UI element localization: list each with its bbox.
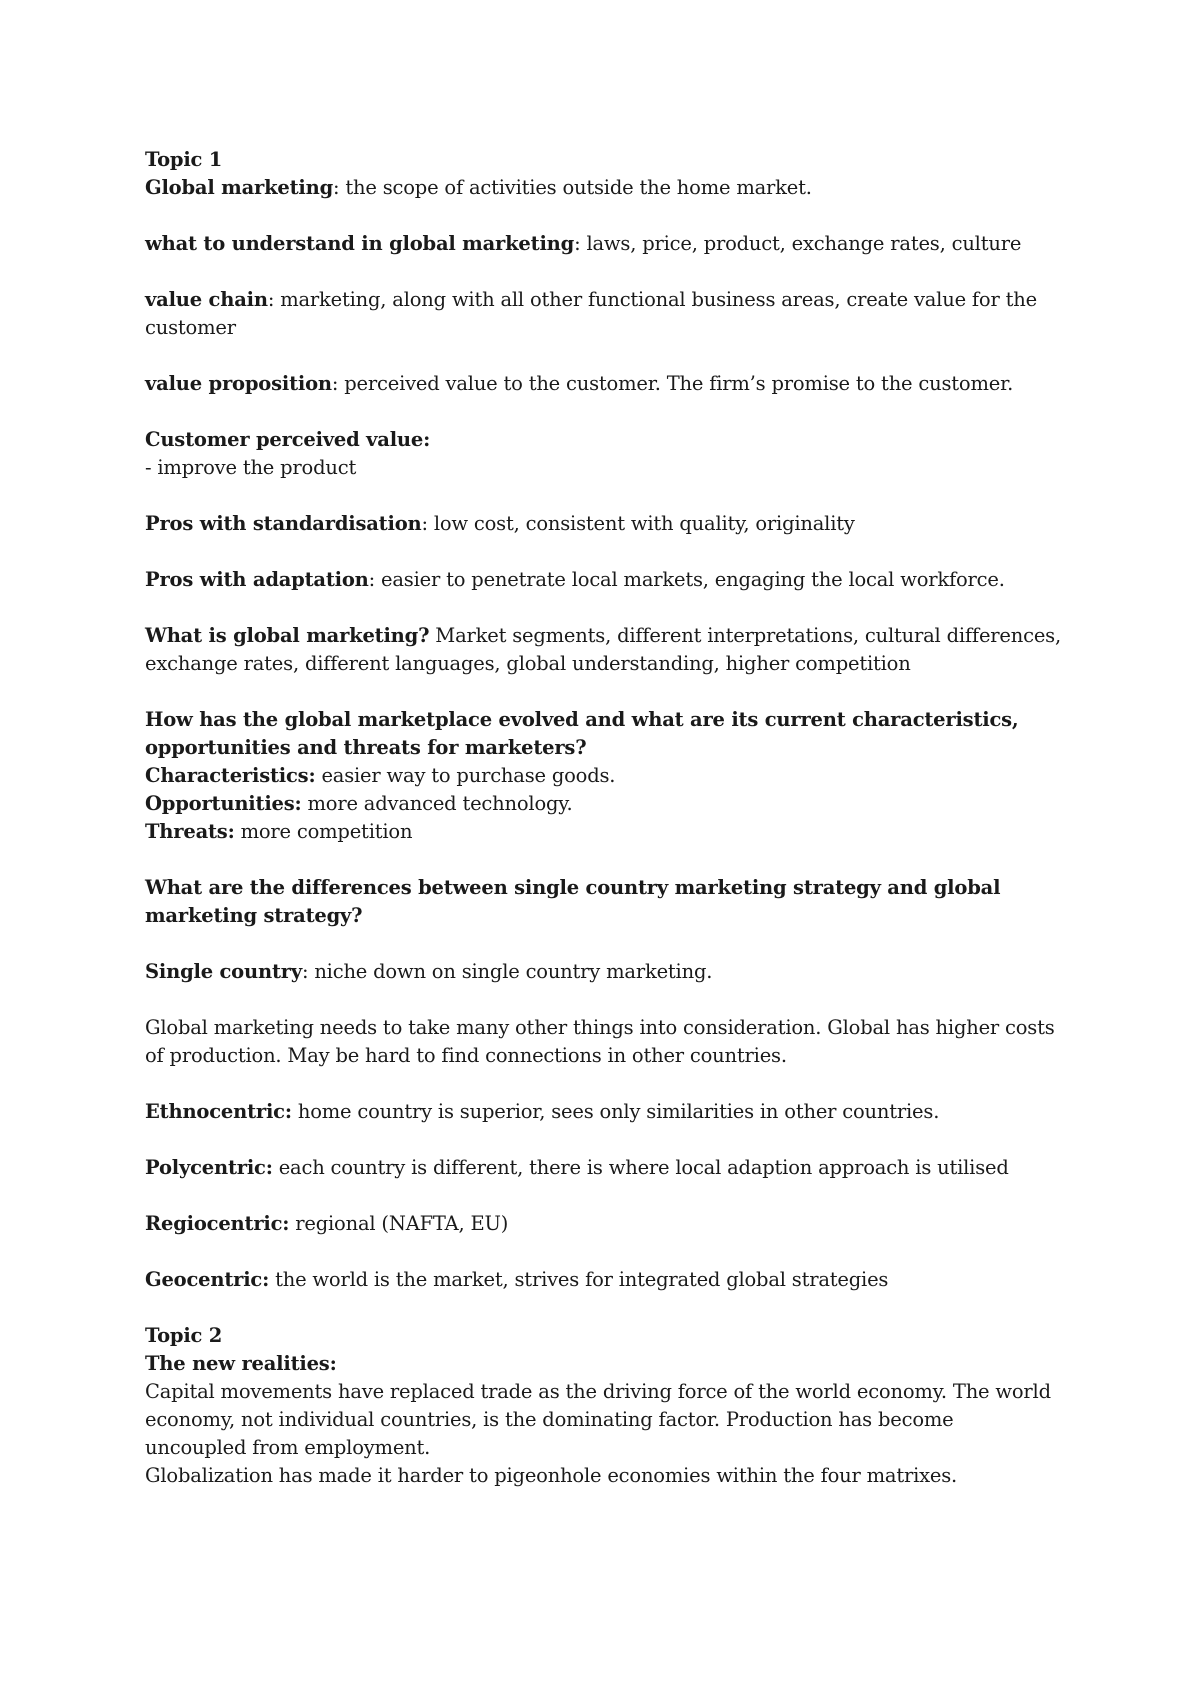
polycentric-definition: Polycentric: each country is different, there is where local adaption approach is utilised (145, 1156, 1009, 1179)
global-note-line-2: of production. May be hard to find connections in other countries. (145, 1044, 787, 1067)
ethnocentric-definition: Ethnocentric: home country is superior, sees only similarities in other countries. (145, 1100, 940, 1123)
marketplace-question-line-2: opportunities and threats for marketers? (145, 736, 587, 759)
what-is-global-marketing: What is global marketing? Market segments, different interpretations, cultural differences, (145, 624, 1061, 647)
single-country-definition: Single country: niche down on single country marketing. (145, 960, 713, 983)
global-marketing-definition: Global marketing: the scope of activities outside the home market. (145, 176, 812, 199)
differences-question-line-2: marketing strategy? (145, 904, 363, 927)
new-realities-line-3: uncoupled from employment. (145, 1436, 431, 1459)
regiocentric-definition: Regiocentric: regional (NAFTA, EU) (145, 1212, 509, 1235)
value-chain-continuation: customer (145, 316, 236, 339)
new-realities-line-1: Capital movements have replaced trade as the driving force of the world economy. The world (145, 1380, 1051, 1403)
pros-standardisation-definition: Pros with standardisation: low cost, consistent with quality, originality (145, 512, 855, 535)
global-note-line-1: Global marketing needs to take many other things into consideration. Global has higher costs (145, 1016, 1055, 1039)
what-is-global-marketing-continuation: exchange rates, different languages, global understanding, higher competition (145, 652, 911, 675)
marketplace-question-line-1: How has the global marketplace evolved and what are its current characteristics, (145, 708, 1019, 731)
value-proposition-definition: value proposition: perceived value to the customer. The firm’s promise to the customer. (145, 372, 1014, 395)
customer-perceived-value-heading: Customer perceived value: (145, 428, 431, 451)
new-realities-line-4: Globalization has made it harder to pigeonhole economies within the four matrixes. (145, 1464, 958, 1487)
characteristics-answer: Characteristics: easier way to purchase goods. (145, 764, 616, 787)
opportunities-answer: Opportunities: more advanced technology. (145, 792, 573, 815)
threats-answer: Threats: more competition (145, 820, 413, 843)
new-realities-heading: The new realities: (145, 1352, 337, 1375)
value-chain-definition: value chain: marketing, along with all other functional business areas, create value for the (145, 288, 1037, 311)
pros-adaptation-definition: Pros with adaptation: easier to penetrate local markets, engaging the local workforce. (145, 568, 1005, 591)
topic-1-heading: Topic 1 (145, 148, 223, 171)
what-to-understand-definition: what to understand in global marketing: laws, price, product, exchange rates, culture (145, 232, 1022, 255)
document-page (145, 146, 1075, 1490)
topic-2-heading: Topic 2 (145, 1324, 223, 1347)
geocentric-definition: Geocentric: the world is the market, strives for integrated global strategies (145, 1268, 889, 1291)
differences-question-line-1: What are the differences between single country marketing strategy and global (145, 876, 1001, 899)
new-realities-line-2: economy, not individual countries, is the dominating factor. Production has become (145, 1408, 954, 1431)
customer-perceived-value-item: - improve the product (145, 456, 357, 479)
